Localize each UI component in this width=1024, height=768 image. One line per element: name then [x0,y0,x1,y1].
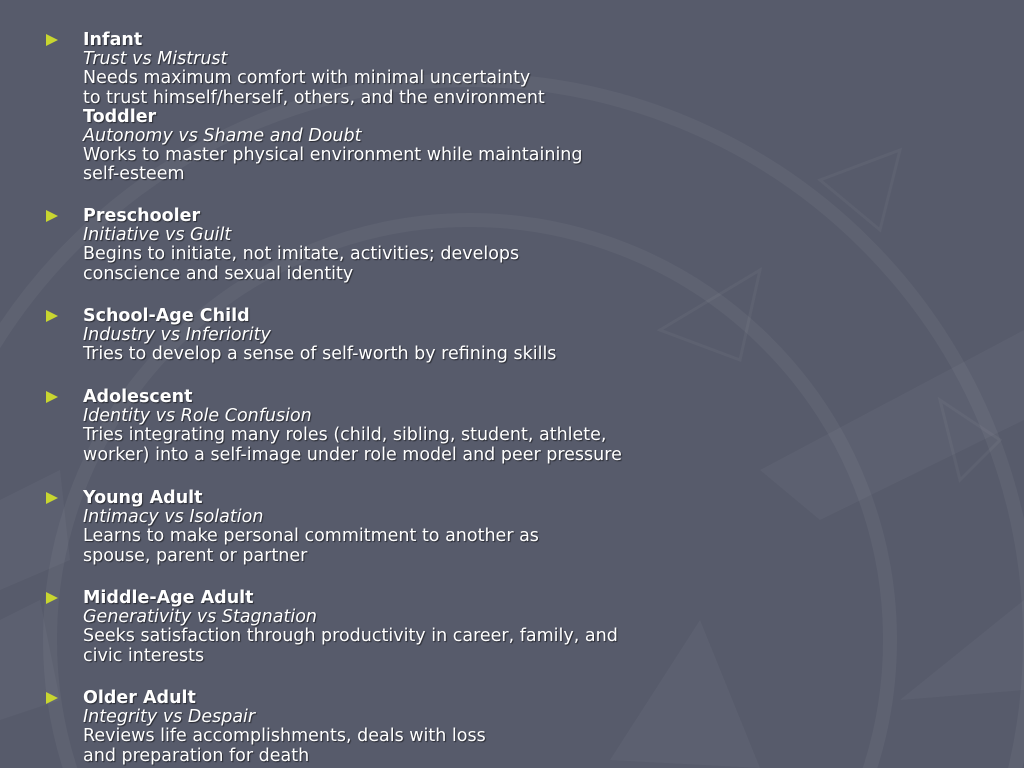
stage-description-line: Begins to initiate, not imitate, activities; develops [83,244,520,265]
stage-crisis: Generativity vs Stagnation [83,607,318,628]
stage-description-line: worker) into a self-image under role model and peer pressure [83,444,622,465]
bullet-arrow-icon [46,492,58,504]
stage-description-line: and preparation for death [83,745,310,766]
stage-description-line: Tries to develop a sense of self-worth by refining skills [83,344,557,365]
stage-crisis-toddler: Autonomy vs Shame and Doubt [83,125,362,146]
stage-name: Infant [83,30,143,50]
stage-description-line: Seeks satisfaction through productivity in career, family, and [83,626,618,647]
stage-crisis: Industry vs Inferiority [83,325,271,346]
bullet-arrow-icon [46,34,58,46]
bullet-arrow-icon [46,310,58,322]
bullet-arrow-icon [46,692,58,704]
stage-description-line: Reviews life accomplishments, deals with loss [83,726,486,747]
stage-description-line: Learns to make personal commitment to another as [83,526,539,547]
stage-name: Middle-Age Adult [83,588,254,608]
stage-crisis: Initiative vs Guilt [83,225,232,246]
bullet-arrow-icon [46,592,58,604]
stage-crisis: Integrity vs Despair [83,707,256,728]
stage-name-toddler: Toddler [83,106,157,127]
stage-description-line: Works to master physical environment while maintaining [83,145,583,166]
stage-description-line: Tries integrating many roles (child, sibling, student, athlete, [83,425,607,446]
stage-name: Adolescent [83,387,193,407]
stage-name: Preschooler [83,206,201,226]
stage-name: Older Adult [83,688,196,708]
stage-crisis: Trust vs Mistrust [83,49,228,70]
stage-crisis: Identity vs Role Confusion [83,406,312,427]
stage-name: School-Age Child [83,306,250,326]
stage-description-line: conscience and sexual identity [83,263,354,284]
stage-description-line: civic interests [83,645,205,666]
stage-description-line: self-esteem [83,164,185,185]
bullet-arrow-icon [46,210,58,222]
stage-crisis: Intimacy vs Isolation [83,507,264,528]
stage-description-line: Needs maximum comfort with minimal uncertainty [83,68,531,89]
stage-name: Young Adult [83,488,203,508]
stage-description-line: spouse, parent or partner [83,545,308,566]
bullet-arrow-icon [46,391,58,403]
stage-description-line: to trust himself/herself, others, and the environment [83,87,545,108]
